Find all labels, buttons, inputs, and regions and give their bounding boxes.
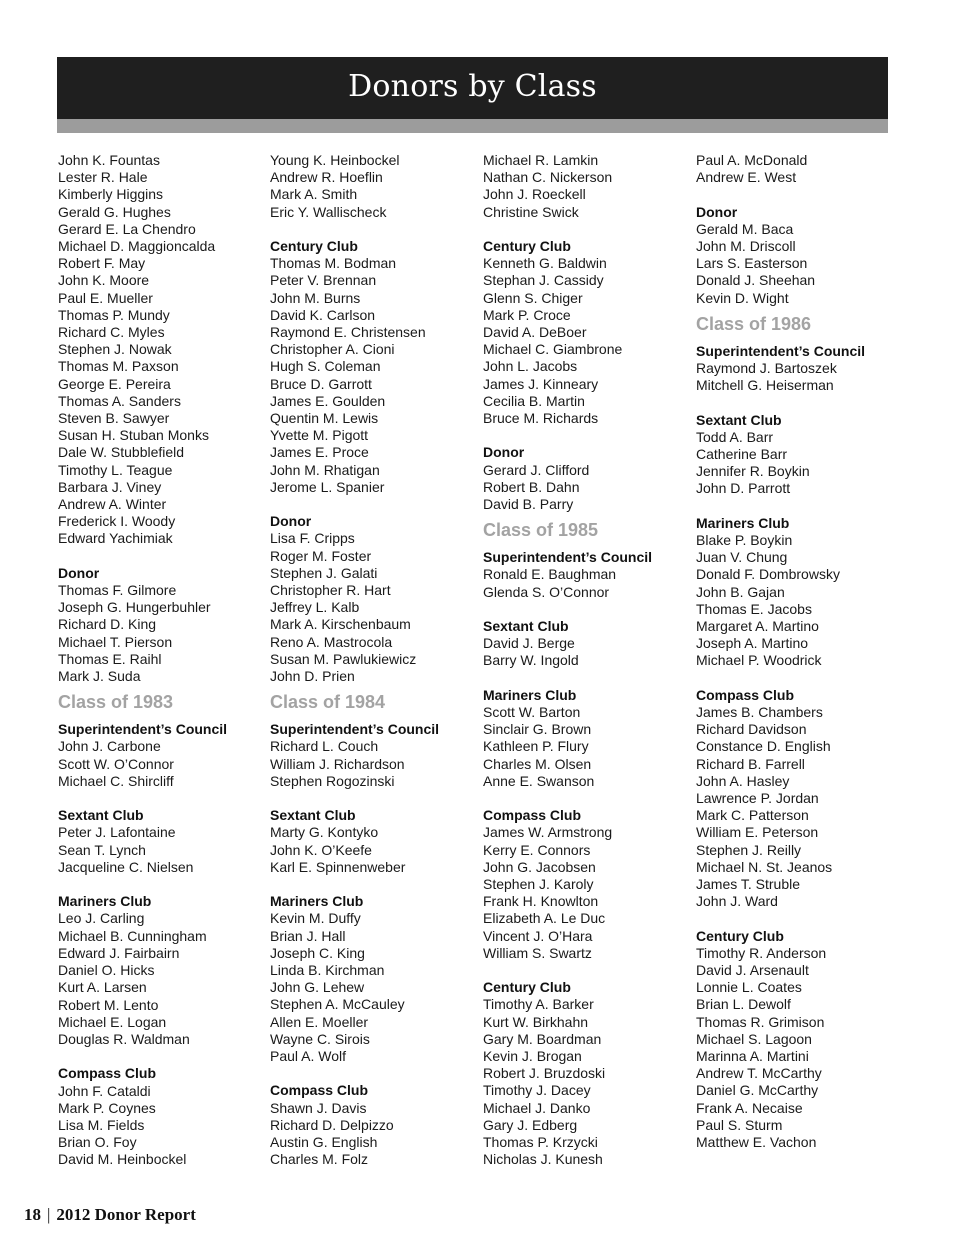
donor-name: Kurt W. Birkhahn [483,1013,589,1030]
donor-name: Nathan C. Nickerson [483,169,613,186]
donor-name: John K. Moore [58,272,150,289]
section-spacer [483,790,683,807]
donor-name: Brian L. Dewolf [696,996,791,1013]
donor-name: Robert B. Dahn [483,478,580,495]
section-spacer [58,790,258,807]
donor-name: Kerry E. Connors [483,841,591,858]
section-spacer [270,221,470,238]
donor-name: Thomas E. Raihl [58,650,162,667]
donor-name: Mark A. Smith [270,186,358,203]
section-spacer [270,1065,470,1082]
giving-level-heading: Sextant Club [270,807,356,824]
donor-name: Nicholas J. Kunesh [483,1151,603,1168]
donor-name: Thomas M. Bodman [270,255,397,272]
donor-name: Kimberly Higgins [58,186,164,203]
donor-name: James E. Proce [270,444,369,461]
giving-level-heading: Century Club [483,238,571,254]
donor-name: Sinclair G. Brown [483,721,592,738]
giving-level-heading: Superintendent’s Council [696,342,866,359]
giving-level-heading: Compass Club [58,1065,157,1082]
donor-name: Raymond J. Bartoszek [696,360,837,377]
donor-name: Richard D. King [58,616,157,633]
giving-level-heading: Sextant Club [696,411,782,428]
donor-name: Kevin M. Duffy [270,910,361,927]
donor-name: Andrew R. Hoeflin [270,169,383,186]
donor-name: Marty G. Kontyko [270,824,379,841]
donor-name: Marinna A. Martini [696,1048,809,1065]
donor-name: Bruce M. Richards [483,410,599,427]
donor-name: Andrew A. Winter [58,496,167,513]
giving-level-heading: Superintendent’s Council [483,549,653,566]
section-spacer [270,496,470,513]
giving-level-heading: Superintendent’s Council [58,721,228,738]
donor-name: Richard Davidson [696,721,807,738]
donor-name: Timothy J. Dacey [483,1082,591,1099]
donor-name: Christopher R. Hart [270,582,391,599]
donor-name: Lonnie L. Coates [696,979,802,996]
donor-name: Michael C. Giambrone [483,341,623,358]
donor-name: Michael D. Maggioncalda [58,238,216,255]
donor-name: Gerard J. Clifford [483,461,590,478]
donor-name: Hugh S. Coleman [270,358,381,375]
donor-column-2 [270,152,470,1169]
donor-name: Kevin D. Wight [696,289,789,306]
donor-name: James W. Armstrong [483,824,613,841]
donor-name: Robert M. Lento [58,996,159,1013]
donor-name: Sean T. Lynch [58,841,146,858]
donor-name: Charles M. Olsen [483,755,592,772]
giving-level-heading: Mariners Club [483,686,577,703]
donor-name: John G. Jacobsen [483,858,596,875]
publication-title: 2012 Donor Report [56,1205,196,1224]
donor-name: Dale W. Stubblefield [58,444,185,461]
donor-name: Joseph C. King [270,944,365,961]
donor-name: Susan M. Pawlukiewicz [270,650,417,667]
donor-name: Jacqueline C. Nielsen [58,858,194,875]
donor-name: Shawn J. Davis [270,1099,367,1116]
donor-name: Stephen J. Nowak [58,341,172,358]
giving-level-heading: Sextant Club [483,618,569,635]
giving-level-heading: Century Club [270,238,358,254]
donor-name: David J. Arsenault [696,962,809,979]
donor-name: Gary J. Edberg [483,1116,578,1133]
donor-name: Thomas E. Jacobs [696,600,812,617]
giving-level-heading: Compass Club [483,807,582,824]
donor-name: John D. Parrott [696,480,791,497]
giving-level-heading: Donor [58,564,100,581]
donor-name: John G. Lehew [270,979,365,996]
donor-name: David A. DeBoer [483,324,587,341]
donor-name: Timothy A. Barker [483,996,594,1013]
donor-name: John J. Ward [696,893,778,910]
donor-name: David K. Carlson [270,306,376,323]
section-spacer [696,394,896,411]
donor-name: John M. Driscoll [696,238,796,254]
donor-name: Charles M. Folz [270,1151,369,1168]
section-spacer [483,221,683,238]
donor-name: Douglas R. Waldman [58,1030,190,1047]
donor-name: Juan V. Chung [696,549,788,566]
donor-name: Daniel G. McCarthy [696,1082,819,1099]
donor-name: Joseph A. Martino [696,635,809,652]
donor-name: Mark P. Croce [483,306,571,323]
section-spacer [270,876,470,893]
section-spacer [483,601,683,618]
donor-name: Peter V. Brennan [270,272,377,289]
donor-name: William J. Richardson [270,755,405,772]
donor-name: Wayne C. Sirois [270,1030,370,1047]
donor-name: David J. Berge [483,635,575,652]
donor-name: Christopher A. Cioni [270,341,395,358]
giving-level-heading: Century Club [696,927,784,944]
donor-name: George E. Pereira [58,375,171,392]
donor-name: Leo J. Carling [58,910,145,927]
donor-name: Paul A. McDonald [696,152,808,168]
donor-name: Stephen A. McCauley [270,996,405,1013]
donor-column-3 [483,152,683,1168]
donor-name: Brian O. Foy [58,1134,137,1151]
donor-name: Paul A. Wolf [270,1048,347,1065]
class-year-heading: Class of 1985 [483,520,599,541]
footer-separator: | [47,1205,51,1224]
donor-name: Anne E. Swanson [483,772,595,789]
donor-name: Lars S. Easterson [696,255,808,272]
donor-name: Edward Yachimiak [58,530,173,547]
donor-name: John K. Fountas [58,152,160,168]
donor-name: Lisa F. Cripps [270,530,355,547]
donor-name: Timothy R. Anderson [696,944,827,961]
page-number: 18 [24,1205,41,1224]
donor-name: Ronald E. Baughman [483,566,617,583]
donor-name: Thomas F. Gilmore [58,582,177,599]
donor-name: Donald J. Sheehan [696,272,816,289]
donor-name: Constance D. English [696,738,831,755]
donor-name: James J. Kinneary [483,375,599,392]
section-spacer [696,670,896,687]
donor-name: Stephen J. Karoly [483,876,594,893]
donor-name: Timothy L. Teague [58,461,173,478]
donor-name: Peter J. Lafontaine [58,824,176,841]
donor-name: Quentin M. Lewis [270,410,379,427]
donor-name: Frederick I. Woody [58,513,176,530]
donor-name: Young K. Heinbockel [270,152,400,168]
donor-name: Catherine Barr [696,446,788,463]
giving-level-heading: Compass Club [270,1082,369,1099]
donor-name: Mark A. Kirschenbaum [270,616,411,633]
donor-name: Elizabeth A. Le Duc [483,910,606,927]
donor-name: John B. Gajan [696,583,785,600]
donor-name: Reno A. Mastrocola [270,633,393,650]
donor-name: Todd A. Barr [696,428,774,445]
donor-name: Stephen Rogozinski [270,772,395,789]
donor-name: Scott W. O’Connor [58,755,174,772]
donor-name: Christine Swick [483,203,579,220]
donor-name: David B. Parry [483,496,574,513]
class-year-heading: Class of 1986 [696,313,812,334]
donor-name: John M. Burns [270,289,361,306]
donor-name: Donald F. Dombrowsky [696,566,840,583]
donor-name: Paul E. Mueller [58,289,153,306]
donor-name: Barry W. Ingold [483,652,579,669]
donor-name: John K. O’Keefe [270,841,372,858]
donor-name: James T. Struble [696,876,801,893]
donor-name: William E. Peterson [696,824,819,841]
donor-name: Allen E. Moeller [270,1013,369,1030]
section-spacer [58,548,258,565]
donor-name: Gerald G. Hughes [58,203,171,220]
donor-name: Yvette M. Pigott [270,427,369,444]
donor-name: Jeffrey L. Kalb [270,599,360,616]
section-spacer [483,962,683,979]
giving-level-heading: Donor [696,203,738,220]
donor-name: James B. Chambers [696,704,823,721]
donor-name: John A. Hasley [696,772,790,789]
donor-name: Thomas A. Sanders [58,392,181,409]
donor-name: Glenda S. O’Connor [483,583,610,600]
donor-name: Michael E. Logan [58,1013,167,1030]
donor-name: Michael N. St. Jeanos [696,858,833,875]
donor-name: Daniel O. Hicks [58,962,155,979]
donor-name: Frank A. Necaise [696,1099,803,1116]
banner-rule [57,119,888,133]
donor-name: Bruce D. Garrott [270,375,372,392]
donor-name: Scott W. Barton [483,704,581,721]
donor-name: Eric Y. Wallischeck [270,203,387,220]
donor-name: James E. Goulden [270,392,386,409]
donor-name: Steven B. Sawyer [58,410,170,427]
donor-name: Lisa M. Fields [58,1116,145,1133]
donor-name: Robert F. May [58,255,146,272]
section-spacer [483,670,683,687]
giving-level-heading: Donor [483,444,525,461]
donor-name: Gary M. Boardman [483,1030,602,1047]
donor-name: John M. Rhatigan [270,461,380,478]
giving-level-heading: Compass Club [696,686,795,703]
donor-name: Michael P. Woodrick [696,652,822,669]
donor-name: Jennifer R. Boykin [696,463,810,480]
class-year-heading: Class of 1983 [58,692,174,713]
donor-name: John J. Carbone [58,738,161,755]
donor-name: John F. Cataldi [58,1082,151,1099]
donor-name: Michael B. Cunningham [58,927,207,944]
donor-name: Kenneth G. Baldwin [483,255,607,272]
donor-name: Richard C. Myles [58,324,165,341]
donor-name: Kurt A. Larsen [58,979,147,996]
donor-name: Mitchell G. Heiserman [696,377,834,394]
donor-name: Stephen J. Reilly [696,841,802,858]
giving-level-heading: Mariners Club [58,893,152,910]
donor-name: Thomas P. Mundy [58,306,170,323]
donor-name: William S. Swartz [483,944,592,961]
giving-level-heading: Donor [270,513,312,530]
section-spacer [696,186,896,203]
donor-name: Kevin J. Brogan [483,1048,582,1065]
donor-name: Margaret A. Martino [696,618,819,635]
section-spacer [270,790,470,807]
donor-name: Richard D. Delpizzo [270,1116,394,1133]
donor-name: Michael S. Lagoon [696,1030,812,1047]
donor-name: David M. Heinbockel [58,1151,187,1168]
donor-name: Lawrence P. Jordan [696,790,819,807]
donor-name: Frank H. Knowlton [483,893,599,910]
donor-name: Roger M. Foster [270,547,372,564]
section-spacer [483,427,683,444]
donor-name: Kathleen P. Flury [483,738,589,755]
donor-name: Austin G. English [270,1134,378,1151]
donor-name: Mark J. Suda [58,668,141,685]
donor-name: Stephen J. Galati [270,564,378,581]
donor-name: Jerome L. Spanier [270,478,385,495]
donor-name: Michael J. Danko [483,1099,591,1116]
donor-name: Gerard E. La Chendro [58,220,196,237]
donor-name: Karl E. Spinnenweber [270,858,406,875]
donor-name: Michael R. Lamkin [483,152,599,168]
donor-name: Glenn S. Chiger [483,289,583,306]
class-year-heading: Class of 1984 [270,692,386,713]
donor-name: Paul S. Sturm [696,1116,783,1133]
donor-name: John D. Prien [270,668,355,685]
donor-name: Joseph G. Hungerbuhler [58,599,211,616]
donor-column-1 [58,152,258,1169]
donor-name: Raymond E. Christensen [270,324,426,341]
giving-level-heading: Mariners Club [270,893,364,910]
donor-name: Michael C. Shircliff [58,772,174,789]
donor-name: Gerald M. Baca [696,220,794,237]
page-footer [24,1205,196,1225]
donor-name: Lester R. Hale [58,169,148,186]
donor-name: Andrew E. West [696,169,797,186]
donor-name: Brian J. Hall [270,927,346,944]
donor-name: Robert J. Bruzdoski [483,1065,606,1082]
page-title: Donors by Class [348,69,597,104]
donor-name: Richard B. Farrell [696,755,805,772]
giving-level-heading: Superintendent’s Council [270,721,440,738]
donor-name: John J. Roeckell [483,186,586,203]
giving-level-heading: Century Club [483,979,571,996]
page-banner [57,57,888,119]
section-spacer [696,498,896,515]
donor-name: Vincent J. O’Hara [483,927,593,944]
donor-name: Blake P. Boykin [696,532,793,549]
donor-name: Edward J. Fairbairn [58,944,180,961]
donor-name: John L. Jacobs [483,358,578,375]
donor-name: Cecilia B. Martin [483,392,585,409]
section-spacer [696,910,896,927]
giving-level-heading: Mariners Club [696,514,790,531]
donor-name: Richard L. Couch [270,738,379,755]
donor-name: Linda B. Kirchman [270,962,385,979]
donor-name: Matthew E. Vachon [696,1134,817,1151]
donor-name: Mark C. Patterson [696,807,809,824]
donor-name: Susan H. Stuban Monks [58,427,209,444]
donor-name: Thomas P. Krzycki [483,1134,598,1151]
giving-level-heading: Sextant Club [58,807,144,824]
section-spacer [58,876,258,893]
donor-name: Thomas R. Grimison [696,1013,825,1030]
donor-name: Stephan J. Cassidy [483,272,604,289]
donor-name: Thomas M. Paxson [58,358,179,375]
donor-name: Mark P. Coynes [58,1099,156,1116]
donor-name: Michael T. Pierson [58,633,173,650]
section-spacer [58,1048,258,1065]
donor-name: Barbara J. Viney [58,478,162,495]
donor-name: Andrew T. McCarthy [696,1065,822,1082]
donor-column-4 [696,152,896,1151]
